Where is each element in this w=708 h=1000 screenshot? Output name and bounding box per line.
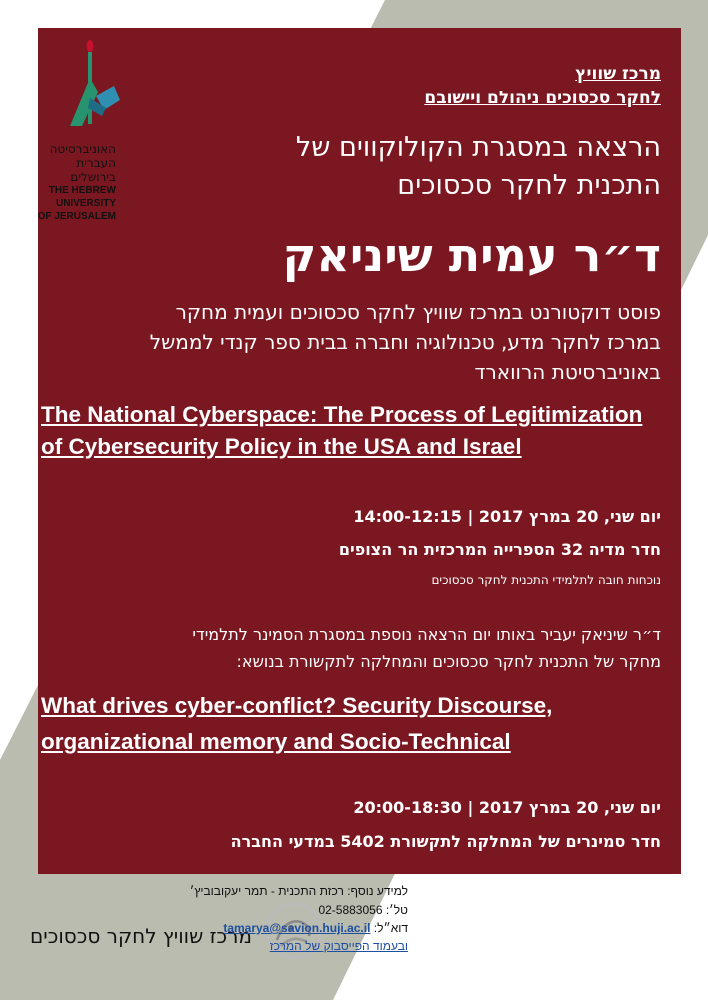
lecture-series-line2: התכנית לחקר סכסוכים (397, 170, 661, 201)
facebook-link[interactable]: ובעמוד הפייסבוק של המרכז (269, 939, 408, 953)
talk2-location: חדר סמינרים של המחלקה לתקשורת 5402 במדעי החברה (230, 832, 661, 851)
university-logo (48, 38, 128, 138)
talk2-intro-line2: מחקר של התכנית לחקר סכסוכים והמחלקה לתקשורת בנושא: (236, 652, 661, 671)
footer-info: למידע נוסף: רכזת התכנית - תמר יעקובוביץ׳ (189, 884, 408, 898)
footer-phone (318, 903, 408, 917)
talk2-title-line2: organizational memory and Socio-Technical (41, 729, 511, 754)
logo-hebrew-line: האוניברסיטה (49, 142, 116, 156)
talk1-title-line2: of Cybersecurity Policy in the USA and Israel (41, 434, 522, 459)
talk1-datetime: יום שני, 20 במרץ 2017 | 14:00-12:15 (353, 507, 661, 526)
logo-hebrew-line: בירושלים (70, 170, 116, 184)
center-name: מרכז שוויץ (575, 64, 661, 84)
email-label: דוא״ל: (373, 921, 408, 935)
talk2-intro-line1: ד״ר שיניאק יעביר באותו יום הרצאה נוספת במסגרת הסמינר לתלמידי (192, 625, 661, 644)
center-subtitle: לחקר סכסוכים ניהולם ויישובם (424, 88, 661, 108)
talk1-title-line1: The National Cyberspace: The Process of Legitimization (41, 402, 643, 427)
speaker-bio-line: פוסט דוקטורנט במרכז שוויץ לחקר סכסוכים ועמית מחקר (175, 300, 661, 324)
talk2-title-line1: What drives cyber-conflict? Security Discourse, (41, 693, 553, 718)
lecture-series-line1: הרצאה במסגרת הקולוקווים של (295, 132, 661, 163)
phone-number: 02-5883056 (318, 903, 383, 917)
logo-english-line: THE HEBREW (48, 185, 116, 196)
talk1-attendance-note: נוכחות חובה לתלמידי התכנית לחקר סכסוכים (431, 573, 661, 587)
talk1-location: חדר מדיה 32 הספרייה המרכזית הר הצופים (338, 540, 661, 559)
footer-email (223, 921, 408, 935)
logo-english-line: UNIVERSITY (55, 198, 116, 209)
logo-english-line: OF JERUSALEM (37, 211, 116, 222)
phone-label: טל׳: (385, 903, 408, 917)
logo-hebrew-line: העברית (76, 156, 116, 170)
speaker-bio-line: באוניברסיטת הרווארד (474, 360, 661, 384)
speaker-bio-line: במרכז לחקר מדע, טכנולוגיה וחברה בבית ספר קנדי לממשל (149, 330, 661, 354)
footer-brand: מרכז שוויץ לחקר סכסוכים (30, 924, 252, 948)
university-emblem-icon (48, 38, 128, 138)
speaker-name: ד״ר עמית שיניאק (282, 228, 661, 282)
university-name (34, 142, 116, 223)
talk2-datetime: יום שני, 20 במרץ 2017 | 20:00-18:30 (353, 798, 661, 817)
email-link[interactable]: tamarya@savion.huji.ac.il (223, 921, 371, 935)
